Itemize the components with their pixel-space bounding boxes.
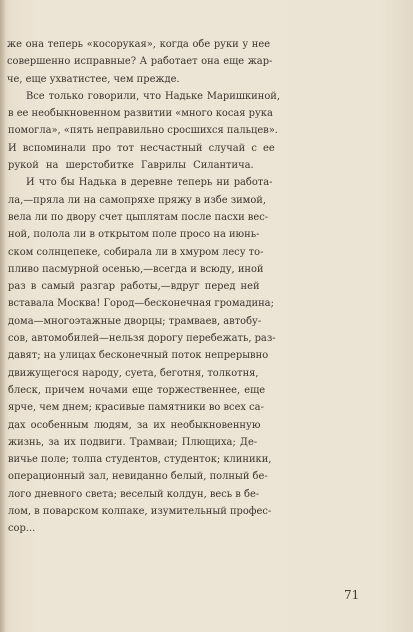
text-line: дах особенным людям, за их необыкновенную [8, 419, 261, 431]
page-number: 71 [344, 588, 360, 602]
text-line: давят; на улицах бесконечный поток непрерывно [8, 350, 269, 362]
text-line: в ее необыкновенном развитии «много косая рука [8, 108, 273, 120]
text-line: ском солнцепеке, собирала ли в хмуром лесу то- [8, 246, 264, 258]
text-line: че, еще ухватистее, чем прежде. [7, 73, 180, 85]
text-line: лого дневного света; веселый колдун, весь в бе- [8, 488, 260, 500]
text-line: блеск, причем ночами еще торжественнее, еще [8, 384, 266, 396]
text-line: операционный зал, невиданно белый, полный бе- [8, 471, 268, 483]
body-text [0, 36, 413, 538]
text-line: пливо пасмурной осенью,—всегда и всюду, иной [8, 263, 264, 275]
text-line: движущегося народу, суета, беготня, толкотня, [8, 367, 259, 379]
text-line: жизнь, за их подвиги. Трамваи; Плющиха; Де- [8, 436, 258, 448]
text-line: И что бы Надька в деревне теперь ни работа- [26, 177, 273, 189]
text-line: вставала Москва! Город—бесконечная громадина; [8, 298, 274, 310]
text-line: ярче, чем днем; красивые памятники во всех са- [8, 402, 264, 414]
text-line: вела ли по двору счет цыплятам после пасхи вес- [8, 211, 269, 223]
text-line: ла,—пряла ли на самопряхе пряжу в избе зимой, [8, 194, 267, 206]
text-line: помогла», «пять неправильно сросшихся пальцев». [8, 125, 278, 137]
text-line: лом, в поварском колпаке, изумительный профес- [8, 506, 272, 518]
text-line: рукой на шерстобитке Гаврилы Силантича. [8, 160, 254, 172]
text-line: вичье поле; толпа студентов, студенток; клиники, [8, 454, 272, 466]
text-line: дома—многоэтажные дворцы; трамваев, автобу- [8, 315, 262, 327]
text-line: же она теперь «косорукая», когда обе руки у нее [7, 39, 271, 50]
text-line: Все только говорили, что Надьке Маришкиной, [26, 90, 281, 102]
text-line: сор... [8, 523, 36, 535]
text-line: ной, полола ли в открытом поле просо на июнь- [8, 229, 260, 241]
text-line: И вспоминали про тот несчастный случай с ее [8, 142, 275, 154]
text-line: раз в самый разгар работы,—вдруг перед ней [8, 281, 260, 293]
text-line: сов, автомобилей—нельзя дорогу перебежать, раз- [8, 333, 276, 345]
text-line: совершенно исправные? А работает она еще жар- [7, 56, 273, 68]
